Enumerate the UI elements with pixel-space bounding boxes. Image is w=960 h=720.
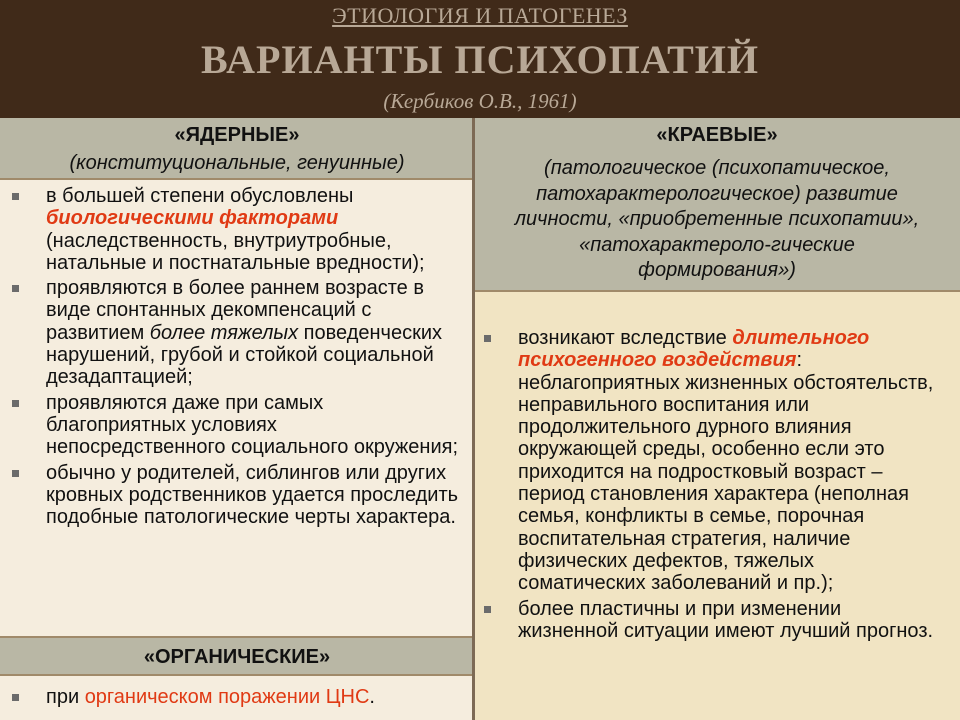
organic-header-cell xyxy=(0,636,474,676)
marginal-subtitle: (патологическое (психопатическое, патохарактерологическое) развитие личности, «приобретенные психопатии», «патохарактероло-гические формирования») xyxy=(514,157,920,281)
bullet-icon xyxy=(484,606,491,613)
organic-body-cell xyxy=(0,676,474,720)
bullet-icon xyxy=(12,694,19,701)
highlight-text: органическом поражении ЦНС xyxy=(84,686,370,708)
marginal-header-cell xyxy=(474,118,960,292)
bullet-icon xyxy=(12,193,19,200)
nuclear-list xyxy=(0,180,474,528)
marginal-body-cell xyxy=(474,292,960,720)
nuclear-title: «ЯДЕРНЫЕ» xyxy=(174,124,300,146)
marginal-list xyxy=(474,292,960,642)
list-item: возникают вследствие длительного психогенного воздействия: неблагоприятных жизненных обстоятельств, неправильного воспитания или продолжительного дурного влияния окружающей среды, особенно если это приходится на подростковый возраст – период становления характера (неполная семья, конфликты в семье, порочная воспитательная стратегия, наличие физических дефектов, тяжелых соматических заболеваний и пр.); xyxy=(518,327,944,595)
organic-list xyxy=(0,676,474,708)
slide-title: ВАРИАНТЫ ПСИХОПАТИЙ xyxy=(200,37,760,82)
highlight-text: биологическими факторами xyxy=(46,207,339,230)
highlight-text: длительного психогенного воздействия xyxy=(518,327,870,372)
list-item: проявляются даже при самых благоприятных условиях непосредственного социального окружения; xyxy=(46,392,460,459)
classification-table xyxy=(0,118,960,720)
list-item: более пластичны и при изменении жизненной ситуации имеют лучший прогноз. xyxy=(518,598,944,643)
list-item: обычно у родителей, сиблингов или других кровных родственников удается проследить подобные патологические черты характера. xyxy=(46,462,460,529)
bullet-icon xyxy=(12,285,19,292)
column-divider xyxy=(472,118,475,720)
author-citation: (Кербиков О.В., 1961) xyxy=(383,89,577,113)
bullet-icon xyxy=(484,335,491,342)
bullet-icon xyxy=(12,400,19,407)
nuclear-body-cell xyxy=(0,180,474,698)
italic-text: более тяжелых xyxy=(149,321,299,344)
bullet-icon xyxy=(12,470,19,477)
section-title: ЭТИОЛОГИЯ И ПАТОГЕНЕЗ xyxy=(332,3,628,28)
nuclear-header-cell xyxy=(0,118,474,180)
list-item: при органическом поражении ЦНС. xyxy=(46,686,460,708)
nuclear-subtitle: (конституциональные, генуинные) xyxy=(69,152,405,174)
organic-title: «ОРГАНИЧЕСКИЕ» xyxy=(143,646,331,668)
list-item: проявляются в более раннем возрасте в виде спонтанных декомпенсаций с развитием более тяжелых поведенческих нарушений, грубой и стойкой социальной дезадаптацией; xyxy=(46,277,460,388)
slide-header xyxy=(0,0,960,118)
list-item: в большей степени обусловлены биологическими факторами (наследственность, внутриутробные, натальные и постнатальные вредности); xyxy=(46,185,460,274)
marginal-title: «КРАЕВЫЕ» xyxy=(656,124,778,146)
